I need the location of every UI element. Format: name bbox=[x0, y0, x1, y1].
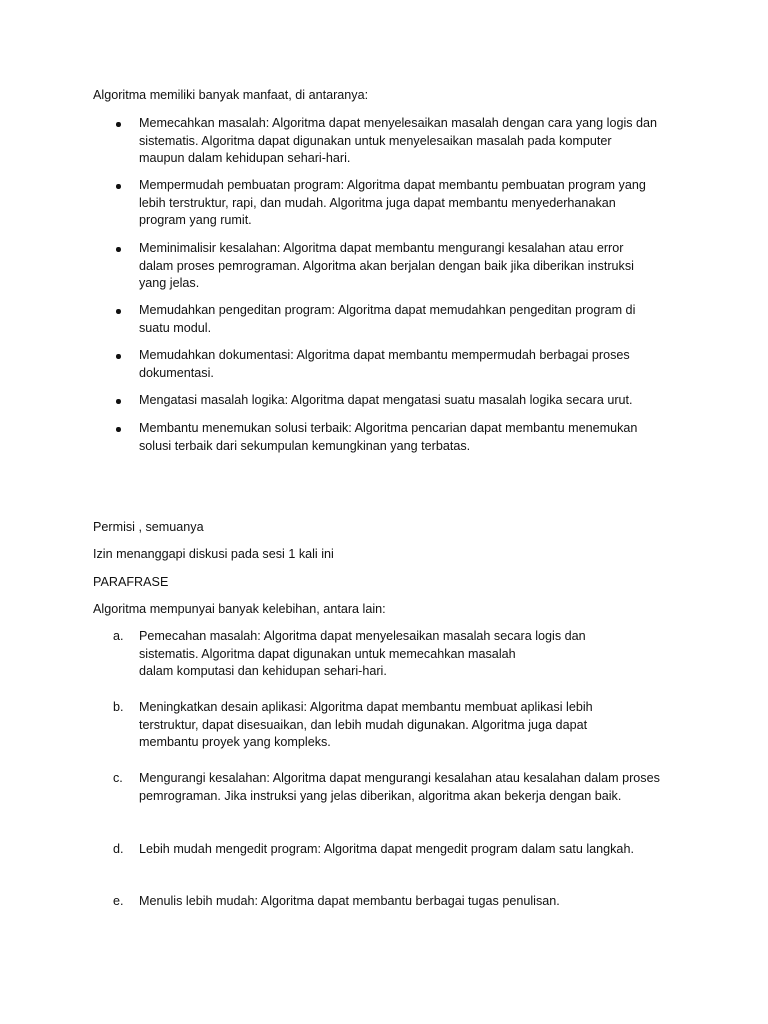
list-item-text bbox=[139, 770, 679, 805]
text-line: Mengurangi kesalahan: Algoritma dapat mengurangi kesalahan atau kesalahan dalam proses bbox=[139, 771, 660, 785]
text-line: Memecahkan masalah: Algoritma dapat menyelesaikan masalah dengan cara yang logis dan bbox=[139, 116, 658, 130]
bullet-icon bbox=[116, 309, 121, 314]
text-line: program yang rumit. bbox=[139, 213, 252, 228]
bullet-icon bbox=[116, 247, 121, 252]
greeting-paragraph: Permisi , semuanya bbox=[93, 520, 204, 534]
list-marker: c. bbox=[113, 771, 123, 785]
text-line: Membantu menemukan solusi terbaik: Algoritma pencarian dapat membantu menemukan bbox=[139, 421, 638, 435]
text-line: Memudahkan pengeditan program: Algoritma dapat memudahkan pengeditan program di bbox=[139, 303, 636, 317]
text-line: dalam komputasi dan kehidupan sehari-hari. bbox=[139, 664, 387, 679]
list-item-text bbox=[139, 893, 679, 911]
list-item-text bbox=[139, 841, 679, 859]
text-line: Lebih mudah mengedit program: Algoritma dapat mengedit program dalam satu langkah. bbox=[139, 842, 634, 856]
list-marker: b. bbox=[113, 700, 124, 714]
bullet-icon bbox=[116, 427, 121, 432]
list-item-text bbox=[139, 420, 679, 455]
list-item-text bbox=[139, 699, 679, 752]
list-marker: e. bbox=[113, 894, 124, 908]
text-line: Mengatasi masalah logika: Algoritma dapat mengatasi suatu masalah logika secara urut. bbox=[139, 393, 633, 407]
list-item-text bbox=[139, 177, 679, 230]
text-line: suatu modul. bbox=[139, 320, 212, 335]
text-line: maupun dalam kehidupan sehari-hari. bbox=[139, 151, 351, 166]
list-item-text bbox=[139, 302, 679, 337]
text-line: Pemecahan masalah: Algoritma dapat menyelesaikan masalah secara logis dan bbox=[139, 629, 586, 643]
text-line: solusi terbaik dari sekumpulan kemungkinan yang terbatas. bbox=[139, 438, 471, 453]
section-heading: PARAFRASE bbox=[93, 575, 169, 589]
intro2-paragraph: Algoritma mempunyai banyak kelebihan, antara lain: bbox=[93, 602, 386, 616]
bullet-icon bbox=[116, 399, 121, 404]
text-line: Meningkatkan desain aplikasi: Algoritma dapat membantu membuat aplikasi lebih bbox=[139, 700, 593, 714]
text-line: sistematis. Algoritma dapat digunakan untuk memecahkan masalah bbox=[139, 646, 516, 661]
list-item-text bbox=[139, 240, 679, 293]
list-item-text bbox=[139, 347, 679, 382]
bullet-icon bbox=[116, 354, 121, 359]
text-line: pemrograman. Jika instruksi yang jelas diberikan, algoritma akan bekerja dengan baik. bbox=[139, 788, 622, 803]
text-line: Memudahkan dokumentasi: Algoritma dapat membantu mempermudah berbagai proses bbox=[139, 348, 630, 362]
text-line: Meminimalisir kesalahan: Algoritma dapat membantu mengurangi kesalahan atau error bbox=[139, 241, 624, 255]
list-item-text bbox=[139, 628, 679, 681]
text-line: membantu proyek yang kompleks. bbox=[139, 735, 331, 750]
bullet-icon bbox=[116, 184, 121, 189]
text-line: terstruktur, dapat disesuaikan, dan lebih mudah digunakan. Algoritma juga dapat bbox=[139, 717, 588, 732]
text-line: yang jelas. bbox=[139, 276, 200, 291]
list-marker: a. bbox=[113, 629, 124, 643]
list-marker: d. bbox=[113, 842, 124, 856]
text-line: sistematis. Algoritma dapat digunakan untuk menyelesaikan masalah pada komputer bbox=[139, 133, 612, 148]
permission-paragraph: Izin menanggapi diskusi pada sesi 1 kali ini bbox=[93, 547, 334, 561]
text-line: Mempermudah pembuatan program: Algoritma dapat membantu pembuatan program yang bbox=[139, 178, 646, 192]
text-line: dokumentasi. bbox=[139, 365, 214, 380]
bullet-icon bbox=[116, 122, 121, 127]
text-line: Menulis lebih mudah: Algoritma dapat membantu berbagai tugas penulisan. bbox=[139, 894, 560, 908]
intro-paragraph: Algoritma memiliki banyak manfaat, di antaranya: bbox=[93, 88, 369, 102]
text-line: dalam proses pemrograman. Algoritma akan berjalan dengan baik jika diberikan instruksi bbox=[139, 258, 634, 273]
list-item-text bbox=[139, 392, 679, 410]
list-item-text bbox=[139, 115, 679, 168]
text-line: lebih terstruktur, rapi, dan mudah. Algoritma juga dapat membantu menyederhanakan bbox=[139, 195, 616, 210]
